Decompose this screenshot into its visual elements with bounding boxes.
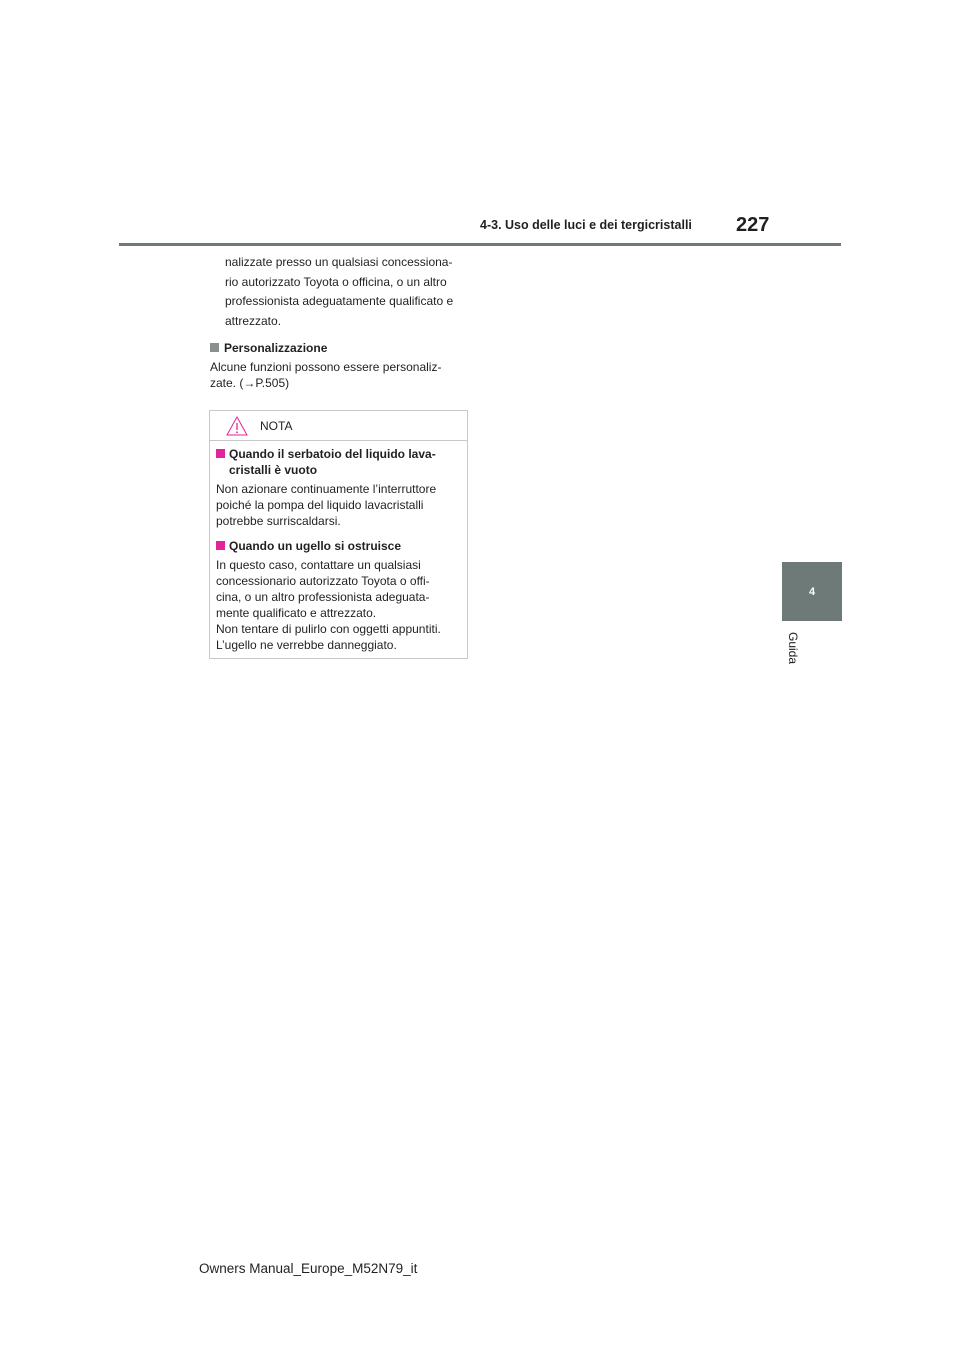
pink-square-bullet-icon <box>216 541 225 550</box>
gray-square-bullet-icon <box>210 343 219 352</box>
note-item <box>216 538 462 653</box>
chapter-label: Guida <box>786 632 800 665</box>
note-item-body: Non azionare continuamente l’interruttore poiché la pompa del liquido lavacristalli potrebbe surriscaldarsi. <box>216 482 437 528</box>
warning-triangle-icon <box>226 416 248 436</box>
header-rule <box>119 243 841 246</box>
note-item <box>216 446 462 529</box>
note-item-title-text: Quando il serbatoio del liquido lava- cristalli è vuoto <box>229 447 436 477</box>
personalization-title: Personalizzazione <box>224 341 328 355</box>
personalization-body: Alcune funzioni possono essere personaliz- zate. (→P.505) <box>210 360 442 390</box>
note-header <box>210 411 467 441</box>
note-item-title <box>216 446 462 478</box>
note-item-title-text: Quando un ugello si ostruisce <box>229 539 402 553</box>
note-item-title <box>216 538 462 554</box>
note-label: NOTA <box>260 419 293 433</box>
chapter-number: 4 <box>808 585 816 598</box>
continued-paragraph: nalizzate presso un qualsiasi concessiona- rio autorizzato Toyota o officina, o un altro professionista adeguatamente qualificato e attrezzato. <box>225 255 454 329</box>
page-number: 227 <box>736 214 770 236</box>
note-item-body: In questo caso, contattare un qualsiasi concessionario autorizzato Toyota o offi- cina, o un altro professionista adeguata- mente qualificato e attrezzato. Non tentare di pulirlo con oggetti appuntiti. L’ugello ne verrebbe danneggiato. <box>216 558 441 652</box>
personalization-heading <box>210 341 327 356</box>
pink-square-bullet-icon <box>216 449 225 458</box>
chapter-tab[interactable] <box>782 562 842 621</box>
section-title: 4-3. Uso delle luci e dei tergicristalli <box>480 218 692 232</box>
footer-text: Owners Manual_Europe_M52N79_it <box>199 1261 418 1276</box>
note-box <box>209 410 468 659</box>
